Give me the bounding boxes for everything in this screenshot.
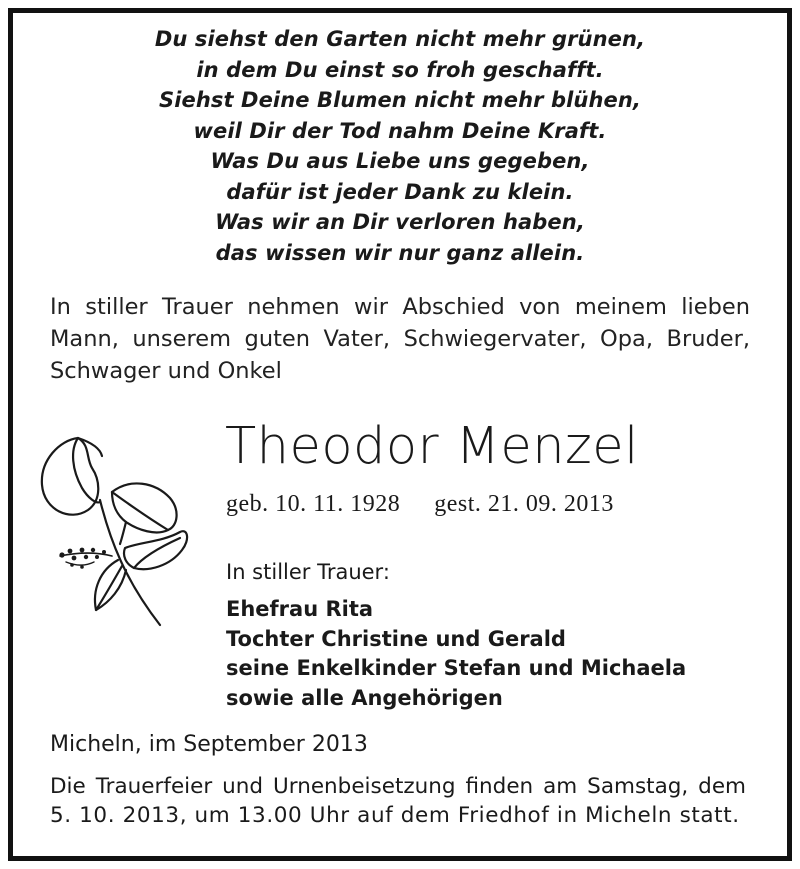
- calla-lily-icon: [30, 430, 210, 630]
- intro-text: [50, 291, 750, 387]
- intro-line: In stiller Trauer nehmen wir Abschied von meinem lieben: [50, 294, 750, 320]
- ceremony-info: [50, 772, 746, 830]
- mourners-heading: In stiller Trauer:: [226, 560, 390, 584]
- poem-line: dafür ist jeder Dank zu klein.: [226, 179, 574, 204]
- poem-line: in dem Du einst so froh geschafft.: [196, 57, 604, 82]
- mourners-list: [226, 595, 686, 713]
- intro-line: Schwager und Onkel: [50, 358, 282, 384]
- place-date: Micheln, im September 2013: [50, 732, 368, 757]
- poem-line: Was wir an Dir verloren haben,: [215, 210, 585, 234]
- life-dates: [226, 491, 614, 518]
- ceremony-line: 5. 10. 2013, um 13.00 Uhr auf dem Friedhof in Micheln statt.: [50, 803, 740, 828]
- poem-line: Siehst Deine Blumen nicht mehr blühen,: [158, 88, 642, 112]
- mourner-entry: Ehefrau Rita: [226, 597, 374, 621]
- birth-date: geb. 10. 11. 1928: [226, 491, 401, 517]
- mourner-entry: seine Enkelkinder Stefan und Michaela: [226, 656, 687, 680]
- intro-line: Mann, unserem guten Vater, Schwiegervater, Opa, Bruder,: [50, 326, 750, 352]
- poem-line: Du siehst den Garten nicht mehr grünen,: [154, 27, 646, 51]
- poem-line: das wissen wir nur ganz allein.: [215, 240, 585, 265]
- mourner-entry: Tochter Christine und Gerald: [226, 626, 566, 651]
- poem-line: weil Dir der Tod nahm Deine Kraft.: [193, 118, 607, 143]
- deceased-name: Theodor Menzel: [225, 417, 639, 476]
- mourner-entry: sowie alle Angehörigen: [226, 685, 503, 710]
- poem-line: Was Du aus Liebe uns gegeben,: [210, 149, 590, 173]
- death-date: gest. 21. 09. 2013: [434, 491, 614, 517]
- ceremony-line: Die Trauerfeier und Urnenbeisetzung finden am Samstag, dem: [50, 774, 746, 799]
- poem: [0, 24, 800, 268]
